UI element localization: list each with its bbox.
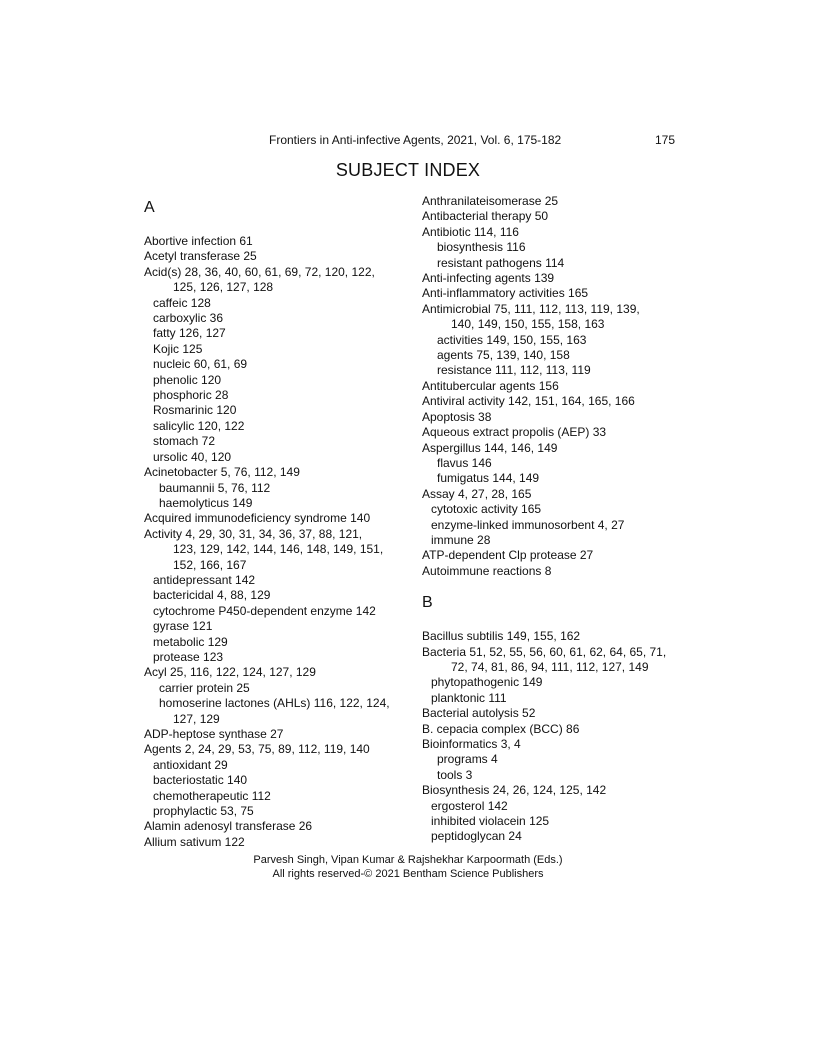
index-subentry: programs 4 (437, 752, 498, 767)
index-subentry: Kojic 125 (153, 341, 203, 356)
running-head: Frontiers in Anti-infective Agents, 2021, Vol. 6, 175-182 (269, 133, 562, 147)
index-subentry: resistance 111, 112, 113, 119 (437, 363, 591, 378)
index-subentry: fatty 126, 127 (153, 326, 226, 341)
index-entry: Bacillus subtilis 149, 155, 162 (422, 629, 581, 644)
index-subentry: stomach 72 (153, 434, 216, 449)
index-subentry: bactericidal 4, 88, 129 (153, 588, 271, 603)
index-subentry: baumannii 5, 76, 112 (159, 480, 271, 495)
index-entry: Bacteria 51, 52, 55, 56, 60, 61, 62, 64, 65, 71, (422, 644, 667, 659)
index-entry: Biosynthesis 24, 26, 124, 125, 142 (422, 783, 607, 798)
index-entry: Bacterial autolysis 52 (422, 706, 536, 721)
index-entry-continuation: 127, 129 (173, 711, 220, 726)
index-entry: Antiviral activity 142, 151, 164, 165, 166 (422, 394, 635, 409)
index-subentry: cytotoxic activity 165 (431, 502, 542, 517)
index-subentry: nucleic 60, 61, 69 (153, 357, 248, 372)
index-entry-list (144, 234, 409, 850)
index-subentry: caffeic 128 (153, 295, 211, 310)
index-subentry: tools 3 (437, 767, 473, 782)
index-entry: Anthranilateisomerase 25 (422, 194, 559, 208)
index-subentry: carboxylic 36 (153, 311, 224, 326)
footer-editors: Parvesh Singh, Vipan Kumar & Rajshekhar Karpoormath (Eds.) (253, 854, 563, 866)
index-entry: Antibiotic 114, 116 (422, 224, 519, 239)
index-subentry: Rosmarinic 120 (153, 403, 237, 418)
index-subentry: immune 28 (431, 532, 491, 547)
index-entry: Acinetobacter 5, 76, 112, 149 (144, 465, 300, 480)
index-subentry: activities 149, 150, 155, 163 (437, 332, 587, 347)
index-subentry: phosphoric 28 (153, 388, 229, 403)
index-subentry: ergosterol 142 (431, 798, 508, 813)
index-entry: Antimicrobial 75, 111, 112, 113, 119, 139, (422, 301, 640, 316)
index-column-left (144, 194, 409, 850)
index-entry: Autoimmune reactions 8 (422, 563, 552, 578)
index-subentry: ursolic 40, 120 (153, 449, 232, 464)
letter-heading-a: A (144, 199, 155, 216)
index-entry: Activity 4, 29, 30, 31, 34, 36, 37, 88, 121, (144, 526, 363, 541)
index-subentry: agents 75, 139, 140, 158 (437, 348, 570, 363)
index-subentry: resistant pathogens 114 (437, 255, 565, 270)
index-entry-list (422, 194, 702, 579)
index-subentry: enzyme-linked immunosorbent 4, 27 (431, 517, 625, 532)
footer-copyright: All rights reserved-© 2021 Bentham Science Publishers (272, 868, 544, 880)
index-entry-continuation: 140, 149, 150, 155, 158, 163 (451, 317, 605, 332)
index-entry: Antibacterial therapy 50 (422, 209, 549, 224)
index-entry: Allium sativum 122 (144, 834, 245, 849)
index-subentry: planktonic 111 (431, 690, 507, 705)
index-entry-list (422, 629, 702, 845)
page-number: 175 (655, 133, 676, 147)
index-column-right (422, 194, 702, 845)
index-entry-continuation: 152, 166, 167 (173, 557, 247, 572)
index-subentry: peptidoglycan 24 (431, 829, 522, 844)
index-subentry: salicylic 120, 122 (153, 418, 245, 433)
index-subentry: flavus 146 (437, 455, 492, 470)
index-entry: Acetyl transferase 25 (144, 249, 257, 264)
index-entry-continuation: 125, 126, 127, 128 (173, 280, 274, 295)
index-subentry: inhibited violacein 125 (431, 814, 550, 829)
index-entry: Alamin adenosyl transferase 26 (144, 819, 313, 834)
index-entry: Acquired immunodeficiency syndrome 140 (144, 511, 371, 526)
index-subentry: prophylactic 53, 75 (153, 804, 254, 819)
index-entry: Agents 2, 24, 29, 53, 75, 89, 112, 119, 140 (144, 742, 370, 757)
index-entry: Abortive infection 61 (144, 234, 253, 248)
index-entry: Aqueous extract propolis (AEP) 33 (422, 425, 607, 440)
index-entry: ATP-dependent Clp protease 27 (422, 548, 594, 563)
index-subentry: phytopathogenic 149 (431, 675, 543, 690)
index-subentry: haemolyticus 149 (159, 495, 253, 510)
index-entry: Anti-infecting agents 139 (422, 271, 555, 286)
index-subentry: metabolic 129 (153, 634, 228, 649)
index-entry-continuation: 123, 129, 142, 144, 146, 148, 149, 151, (173, 542, 384, 557)
index-subentry: fumigatus 144, 149 (437, 471, 540, 486)
index-entry: Acyl 25, 116, 122, 124, 127, 129 (144, 665, 316, 680)
index-subentry: antioxidant 29 (153, 757, 228, 772)
index-entry: Bioinformatics 3, 4 (422, 737, 521, 751)
index-subentry: cytochrome P450-dependent enzyme 142 (153, 603, 376, 618)
index-entry: Aspergillus 144, 146, 149 (422, 440, 558, 455)
index-entry: Anti-inflammatory activities 165 (422, 286, 589, 301)
index-entry: Antitubercular agents 156 (422, 378, 559, 393)
index-entry: Acid(s) 28, 36, 40, 60, 61, 69, 72, 120, 122, (144, 264, 375, 279)
index-entry-continuation: 72, 74, 81, 86, 94, 111, 112, 127, 149 (451, 659, 649, 674)
index-subentry: protease 123 (153, 649, 224, 664)
index-subentry: biosynthesis 116 (437, 240, 526, 255)
index-entry: B. cepacia complex (BCC) 86 (422, 721, 580, 736)
index-subentry: carrier protein 25 (159, 680, 250, 695)
index-subentry: chemotherapeutic 112 (153, 788, 271, 803)
index-subentry: homoserine lactones (AHLs) 116, 122, 124, (159, 696, 390, 711)
index-subentry: bacteriostatic 140 (153, 773, 248, 788)
index-entry: Apoptosis 38 (422, 409, 492, 424)
index-subentry: phenolic 120 (153, 372, 222, 387)
index-subentry: antidepressant 142 (153, 572, 256, 587)
page-title: SUBJECT INDEX (335, 160, 481, 180)
letter-heading-b: B (422, 594, 433, 612)
index-subentry: gyrase 121 (153, 619, 213, 634)
index-entry: ADP-heptose synthase 27 (144, 727, 284, 741)
index-entry: Assay 4, 27, 28, 165 (422, 486, 532, 501)
page-footer (0, 853, 816, 881)
